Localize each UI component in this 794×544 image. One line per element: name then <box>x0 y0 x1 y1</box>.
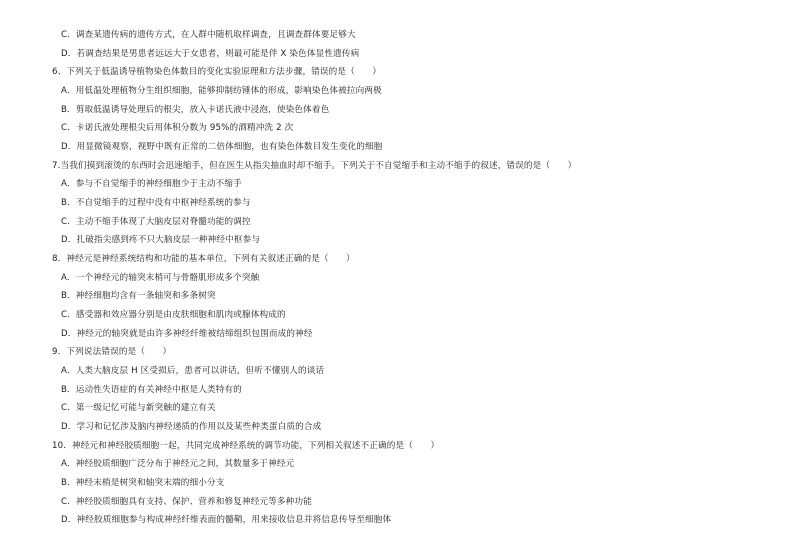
option-line: C．调查某遗传病的遗传方式，在人群中随机取样调查，且调查群体要足够大 <box>61 30 356 40</box>
option-line: D．用显微镜观察，视野中既有正常的二倍体细胞，也有染色体数目发生变化的细胞 <box>61 142 383 152</box>
option-line: A．参与不自觉缩手的神经细胞少于主动不缩手 <box>61 179 242 190</box>
question-line: 10．神经元和神经胶质细胞一起，共同完成神经系统的调节功能，下列相关叙述不正确的是（ ） <box>52 440 440 451</box>
option-line: A．一个神经元的轴突末梢可与骨骼肌形成多个突触 <box>61 272 260 283</box>
option-line: D．神经胶质细胞参与构成神经纤维表面的髓鞘，用来接收信息并将信息传导至细胞体 <box>61 515 392 526</box>
option-line: C．卡诺氏液处理根尖后用体积分数为 95%的酒精冲洗 2 次 <box>61 123 294 134</box>
question-line: 8．神经元是神经系统结构和功能的基本单位，下列有关叙述正确的是（ ） <box>52 254 355 264</box>
option-line: B．神经细胞均含有一条轴突和多条树突 <box>61 291 216 302</box>
option-line: A．用低温处理植物分生组织细胞，能够抑制纺锤体的形成，影响染色体被拉向两极 <box>61 86 382 96</box>
option-line: A．人类大脑皮层 H 区受损后，患者可以讲话，但听不懂别人的谈话 <box>61 366 325 376</box>
option-line: D．扎破指尖感到疼不只大脑皮层一种神经中枢参与 <box>61 235 261 246</box>
option-line: D．神经元的轴突就是由许多神经纤维被结缔组织包围而成的神经 <box>61 328 313 339</box>
option-line: A．神经胶质细胞广泛分布于神经元之间，其数量多于神经元 <box>61 459 295 470</box>
option-line: C．主动不缩手体现了大脑皮层对脊髓功能的调控 <box>61 216 251 227</box>
question-line: 9．下列说法错误的是（ ） <box>52 347 172 358</box>
option-line: D．学习和记忆涉及脑内神经递质的作用以及某些种类蛋白质的合成 <box>61 422 322 432</box>
question-line: 7.当我们摸到滚烫的东西时会迅速缩手，但在医生从指尖抽血时却不缩手。下列关于不自觉缩手和主动不缩手的叙述，错误的是（ ） <box>52 160 577 171</box>
option-line: C．感受器和效应器分别是由皮肤细胞和肌肉或腺体构成的 <box>61 310 286 320</box>
option-line: B．神经末梢是树突和轴突末端的细小分支 <box>61 478 225 488</box>
option-line: B．运动性失语症的有关神经中枢是人类特有的 <box>61 384 242 395</box>
option-line: C．神经胶质细胞具有支持、保护、营养和修复神经元等多种功能 <box>61 496 312 507</box>
question-line: 6、下列关于低温诱导植物染色体数目的变化实验原理和方法步骤，错误的是（ ） <box>52 67 382 78</box>
option-line: B．剪取低温诱导处理后的根尖，放入卡诺氏液中浸泡，使染色体着色 <box>61 104 330 115</box>
option-line: B．不自觉缩手的过程中没有中枢神经系统的参与 <box>61 198 251 208</box>
option-line: D．若调查结果是男患者远远大于女患者，则最可能是伴 X 染色体显性遗传病 <box>61 48 360 59</box>
option-line: C．第一级记忆可能与新突触的建立有关 <box>61 403 216 414</box>
